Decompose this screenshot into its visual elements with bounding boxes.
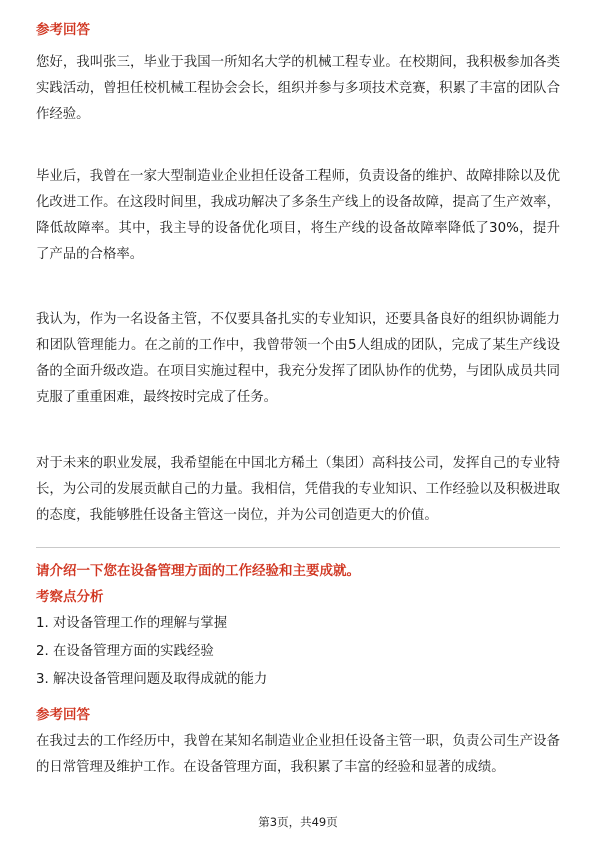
question-heading: 请介绍一下您在设备管理方面的工作经验和主要成就。 (36, 563, 360, 579)
answer-paragraph-4: 对于未来的职业发展，我希望能在中国北方稀土（集团）高科技公司，发挥自己的专业特长，为公司的发展贡献自己的力量。我相信，凭借我的专业知识、工作经验以及积极进取的态度，我能够胜任设备主管这一岗位，并为公司创造更大的价值。 (36, 456, 560, 523)
analysis-point-2: 2. 在设备管理方面的实践经验 (36, 644, 214, 659)
answer-paragraph-5: 在我过去的工作经历中，我曾在某知名制造业企业担任设备主管一职，负责公司生产设备的日常管理及维护工作。在设备管理方面，我积累了丰富的经验和显著的成绩。 (36, 734, 560, 775)
answer-heading: 参考回答 (36, 22, 90, 38)
analysis-point-1: 1. 对设备管理工作的理解与掌握 (36, 616, 228, 631)
section-divider (36, 547, 560, 548)
analysis-heading: 考察点分析 (36, 589, 104, 605)
answer-heading-2: 参考回答 (36, 707, 90, 723)
page-number: 第3页，共49页 (258, 815, 338, 829)
answer-paragraph-3: 我认为，作为一名设备主管，不仅要具备扎实的专业知识，还要具备良好的组织协调能力和团队管理能力。在之前的工作中，我曾带领一个由5人组成的团队，完成了某生产线设备的全面升级改造。在项目实施过程中，我充分发挥了团队协作的优势，与团队成员共同克服了重重困难，最终按时完成了任务。 (36, 312, 560, 405)
analysis-point-3: 3. 解决设备管理问题及取得成就的能力 (36, 672, 268, 687)
answer-paragraph-1: 您好，我叫张三，毕业于我国一所知名大学的机械工程专业。在校期间，我积极参加各类实践活动，曾担任校机械工程协会会长，组织并参与多项技术竞赛，积累了丰富的团队合作经验。 (36, 55, 560, 122)
document-page (36, 0, 560, 842)
answer-paragraph-2: 毕业后，我曾在一家大型制造业企业担任设备工程师，负责设备的维护、故障排除以及优化改进工作。在这段时间里，我成功解决了多条生产线上的设备故障，提高了生产效率，降低故障率。其中，我主导的设备优化项目，将生产线的设备故障率降低了30%，提升了产品的合格率。 (36, 169, 560, 262)
